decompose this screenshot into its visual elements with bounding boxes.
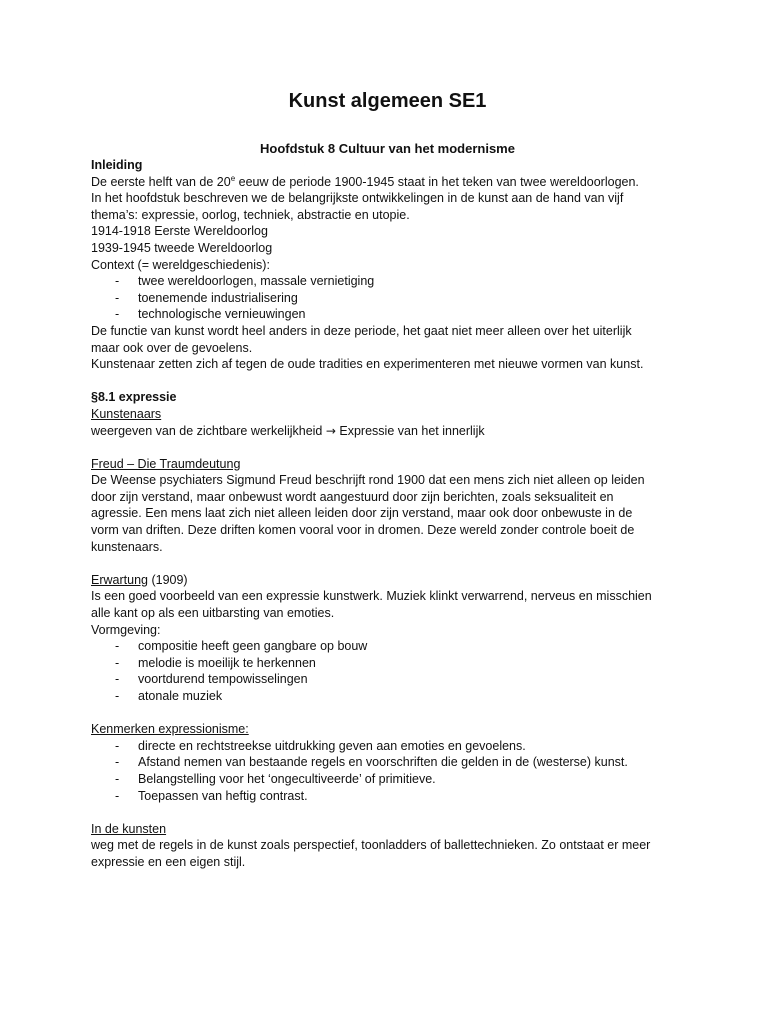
intro-line-3: thema’s: expressie, oorlog, techniek, abstractie en utopie.	[91, 207, 410, 222]
section-8-1-heading: §8.1 expressie	[91, 390, 177, 405]
section-freud	[91, 456, 684, 556]
freud-line: vorm van driften. Deze driften komen vooral voor in dromen. Deze wereld zonder controle boeit de	[91, 523, 635, 538]
spacer	[91, 439, 684, 456]
spacer	[91, 804, 684, 821]
document-title: Kunst algemeen SE1	[288, 90, 487, 112]
freud-line: door zijn verstand, maar onbewust wordt aangestuurd door zijn berichten, zoals seksualiteit en	[91, 489, 614, 504]
list-item: - Toepassen van heftig contrast.	[115, 788, 308, 803]
list-item: - Belangstelling voor het ‘ongecultiveerde’ of primitieve.	[115, 771, 436, 786]
freud-line: kunstenaars.	[91, 539, 163, 554]
intro-line-2: In het hoofdstuk beschreven we de belangrijkste ontwikkelingen in de kunst aan de hand van vijf	[91, 191, 624, 206]
section-8-1	[91, 389, 684, 439]
section-erwartung	[91, 572, 684, 705]
list-item: - technologische vernieuwingen	[115, 307, 306, 322]
intro-line-4: 1914-1918 Eerste Wereldoorlog	[91, 224, 268, 239]
intro-heading: Inleiding	[91, 158, 143, 172]
arrow-right-icon: →	[325, 423, 336, 438]
intro-line-5: 1939-1945 tweede Wereldoorlog	[91, 240, 273, 255]
spacer	[91, 555, 684, 572]
vormgeving-label: Vormgeving:	[91, 622, 161, 637]
chapter-title: Hoofdstuk 8 Cultuur van het modernisme	[260, 141, 515, 156]
list-item: - Afstand nemen van bestaande regels en voorschriften die gelden in de (westerse) kunst.	[115, 755, 628, 770]
intro-line-8: maar ook over de gevoelens.	[91, 340, 253, 355]
list-item: - directe en rechtstreekse uitdrukking geven aan emoties en gevoelens.	[115, 738, 526, 753]
list-item: - compositie heeft geen gangbare op bouw	[115, 639, 368, 654]
in-de-kunsten-line-2: expressie en een eigen stijl.	[91, 854, 246, 869]
spacer	[91, 705, 684, 722]
list-item: - voortdurend tempowisselingen	[115, 672, 308, 687]
intro-line-7: De functie van kunst wordt heel anders in deze periode, het gaat niet meer alleen over het uiterlijk	[91, 323, 632, 338]
erwartung-line-1: Is een goed voorbeeld van een expressie kunstwerk. Muziek klinkt verwarrend, nerveus en misschien	[91, 589, 652, 604]
list-item: - twee wereldoorlogen, massale vernietiging	[115, 274, 375, 289]
spacer	[91, 373, 684, 390]
intro-line-1: De eerste helft van de 20e eeuw de periode 1900-1945 staat in het teken van twee wereldoorlogen.	[91, 173, 639, 189]
in-de-kunsten-heading: In de kunsten	[91, 821, 167, 836]
in-de-kunsten-line-1: weg met de regels in de kunst zoals perspectief, toonladders of ballettechnieken. Zo ontstaat er meer	[91, 838, 651, 853]
section-in-de-kunsten	[91, 821, 684, 871]
list-item: - atonale muziek	[115, 689, 223, 703]
erwartung-line-2: alle kant op als een uitbarsting van emoties.	[91, 606, 335, 621]
kenmerken-list	[91, 738, 684, 804]
section-intro	[91, 157, 684, 373]
freud-line: De Weense psychiaters Sigmund Freud beschrijft rond 1900 dat een mens zich niet alleen op leiden	[91, 473, 645, 488]
kunstenaars-heading: Kunstenaars	[91, 406, 162, 421]
kenmerken-heading: Kenmerken expressionisme:	[91, 722, 249, 737]
intro-line-6: Context (= wereldgeschiedenis):	[91, 257, 270, 272]
vormgeving-list	[91, 638, 684, 704]
freud-heading: Freud – Die Traumdeutung	[91, 456, 241, 471]
intro-line-9: Kunstenaar zetten zich af tegen de oude tradities en experimenteren met nieuwe vormen van kunst.	[91, 357, 644, 372]
section-kenmerken	[91, 721, 684, 804]
freud-line: agressie. Een mens laat zich niet alleen leiden door zijn verstand, maar ook door onbewuste in de	[91, 506, 633, 521]
list-item: - toenemende industrialisering	[115, 290, 298, 305]
context-list	[91, 273, 684, 323]
kunstenaars-line: weergeven van de zichtbare werkelijkheid → Expressie van het innerlijk	[91, 423, 485, 438]
list-item: - melodie is moeilijk te herkennen	[115, 655, 316, 670]
erwartung-heading: Erwartung (1909)	[91, 572, 188, 587]
